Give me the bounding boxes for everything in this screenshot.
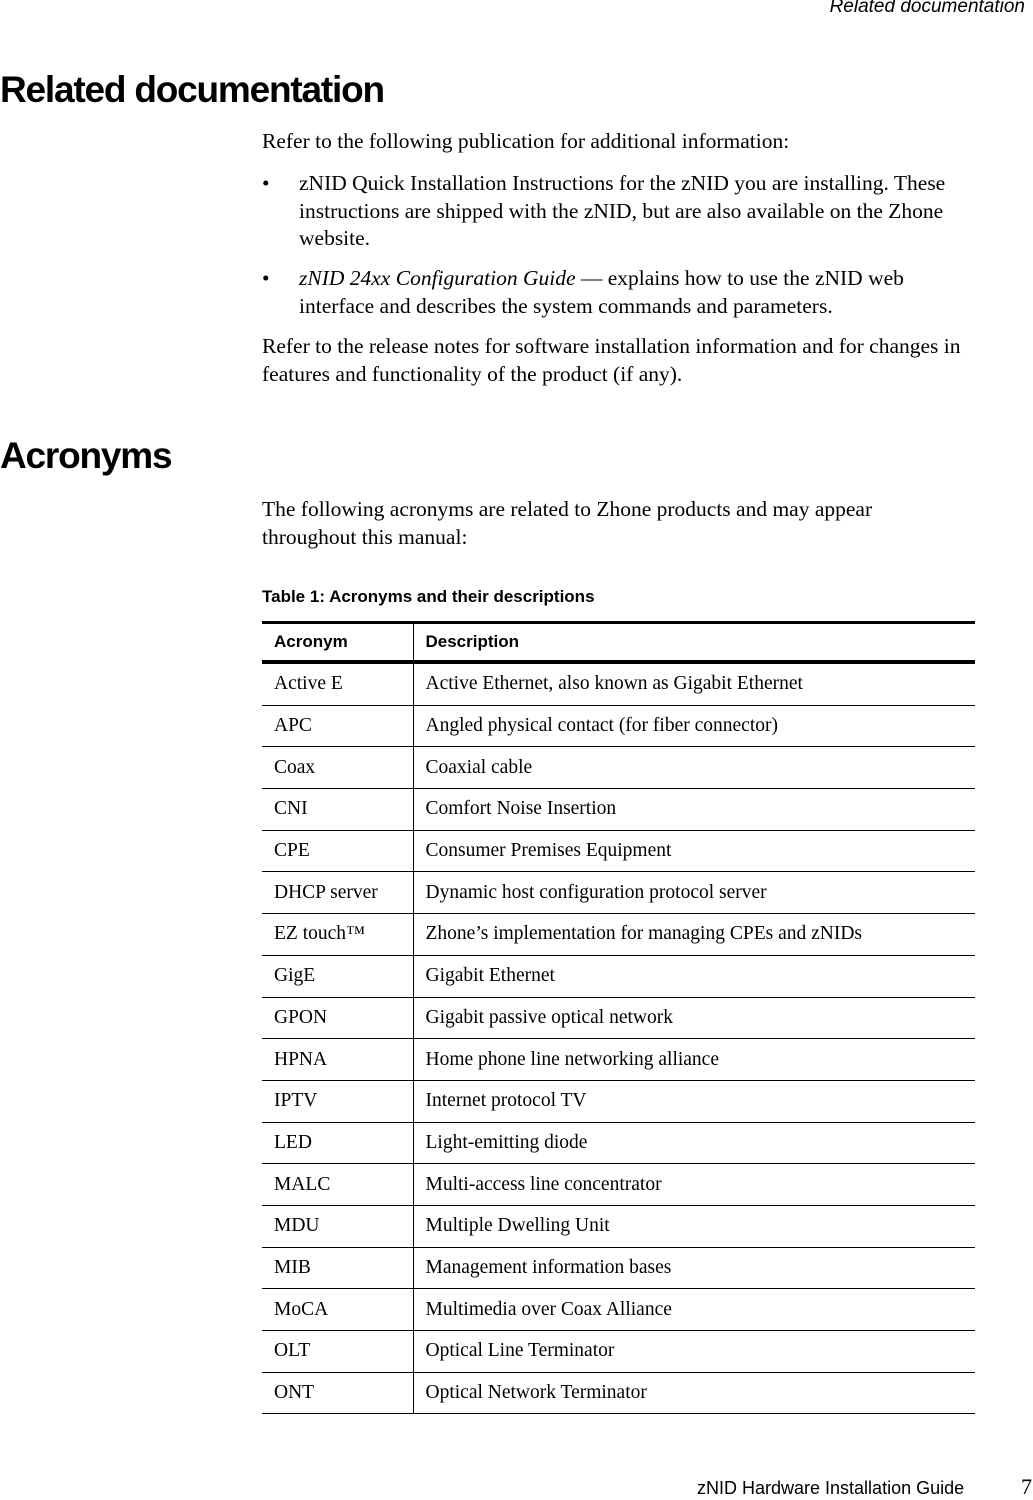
acronym-cell: Coax xyxy=(262,747,413,789)
table-row xyxy=(262,830,975,872)
section-heading-related-documentation: Related documentation xyxy=(0,69,384,110)
description-cell: Zhone’s implementation for managing CPEs and zNIDs xyxy=(413,914,975,956)
table-row xyxy=(262,1039,975,1081)
table-row xyxy=(262,1289,975,1331)
table-row xyxy=(262,914,975,956)
description-cell: Dynamic host configuration protocol server xyxy=(413,872,975,914)
table-row xyxy=(262,1205,975,1247)
table-row xyxy=(262,1372,975,1414)
column-header-description: Description xyxy=(413,623,975,663)
acronym-cell: DHCP server xyxy=(262,872,413,914)
config-guide-description: — explains how to use the zNID web interface and describes the system commands and parameters. xyxy=(299,266,904,318)
release-notes-paragraph: Refer to the release notes for software installation information and for changes in features and functionality of the product (if any). xyxy=(262,334,961,386)
related-intro-paragraph: Refer to the following publication for additional information: xyxy=(262,129,790,153)
description-cell: Angled physical contact (for fiber connector) xyxy=(413,705,975,747)
description-cell: Management information bases xyxy=(413,1247,975,1289)
acronyms-table xyxy=(262,621,975,1414)
running-header: Related documentation xyxy=(829,0,1025,17)
acronym-cell: LED xyxy=(262,1122,413,1164)
description-cell: Multi-access line concentrator xyxy=(413,1164,975,1206)
table-row xyxy=(262,955,975,997)
description-cell: Multimedia over Coax Alliance xyxy=(413,1289,975,1331)
column-header-acronym: Acronym xyxy=(262,623,413,663)
table-row xyxy=(262,997,975,1039)
table-row xyxy=(262,872,975,914)
acronym-cell: CNI xyxy=(262,789,413,831)
bullet-symbol: • xyxy=(262,171,270,195)
acronyms-intro-paragraph: The following acronyms are related to Zhone products and may appear throughout this manual: xyxy=(262,497,873,549)
table-caption: Table 1: Acronyms and their descriptions xyxy=(262,587,595,606)
table-row xyxy=(262,789,975,831)
acronym-cell: CPE xyxy=(262,830,413,872)
description-cell: Multiple Dwelling Unit xyxy=(413,1205,975,1247)
table-header-row xyxy=(262,623,975,663)
section-heading-acronyms: Acronyms xyxy=(0,435,172,476)
table-row xyxy=(262,1331,975,1373)
table-row xyxy=(262,1247,975,1289)
acronym-cell: Active E xyxy=(262,662,413,705)
acronym-cell: MDU xyxy=(262,1205,413,1247)
description-cell: Coaxial cable xyxy=(413,747,975,789)
description-cell: Internet protocol TV xyxy=(413,1080,975,1122)
description-cell: Optical Line Terminator xyxy=(413,1331,975,1373)
acronym-cell: APC xyxy=(262,705,413,747)
footer-document-title: zNID Hardware Installation Guide xyxy=(697,1478,965,1498)
table-row xyxy=(262,747,975,789)
acronym-cell: EZ touch™ xyxy=(262,914,413,956)
table-row xyxy=(262,1080,975,1122)
page-number: 7 xyxy=(1021,1474,1032,1499)
description-cell: Optical Network Terminator xyxy=(413,1372,975,1414)
acronym-cell: GPON xyxy=(262,997,413,1039)
acronym-cell: GigE xyxy=(262,955,413,997)
acronym-cell: MoCA xyxy=(262,1289,413,1331)
table-row xyxy=(262,705,975,747)
description-cell: Comfort Noise Insertion xyxy=(413,789,975,831)
description-cell: Consumer Premises Equipment xyxy=(413,830,975,872)
acronym-cell: HPNA xyxy=(262,1039,413,1081)
table-row xyxy=(262,1122,975,1164)
description-cell: Light-emitting diode xyxy=(413,1122,975,1164)
acronym-cell: MIB xyxy=(262,1247,413,1289)
acronym-cell: OLT xyxy=(262,1331,413,1373)
description-cell: Gigabit Ethernet xyxy=(413,955,975,997)
table-row xyxy=(262,662,975,705)
acronym-cell: MALC xyxy=(262,1164,413,1206)
acronym-cell: IPTV xyxy=(262,1080,413,1122)
description-cell: Active Ethernet, also known as Gigabit Ethernet xyxy=(413,662,975,705)
acronym-cell: ONT xyxy=(262,1372,413,1414)
bullet-text: zNID Quick Installation Instructions for the zNID you are installing. These instructions are shipped with the zNID, but are also available on the Zhone website. xyxy=(299,171,946,250)
config-guide-title: zNID 24xx Configuration Guide xyxy=(299,266,576,290)
description-cell: Home phone line networking alliance xyxy=(413,1039,975,1081)
description-cell: Gigabit passive optical network xyxy=(413,997,975,1039)
bullet-text xyxy=(299,265,959,320)
table-row xyxy=(262,1164,975,1206)
bullet-symbol: • xyxy=(262,266,270,290)
